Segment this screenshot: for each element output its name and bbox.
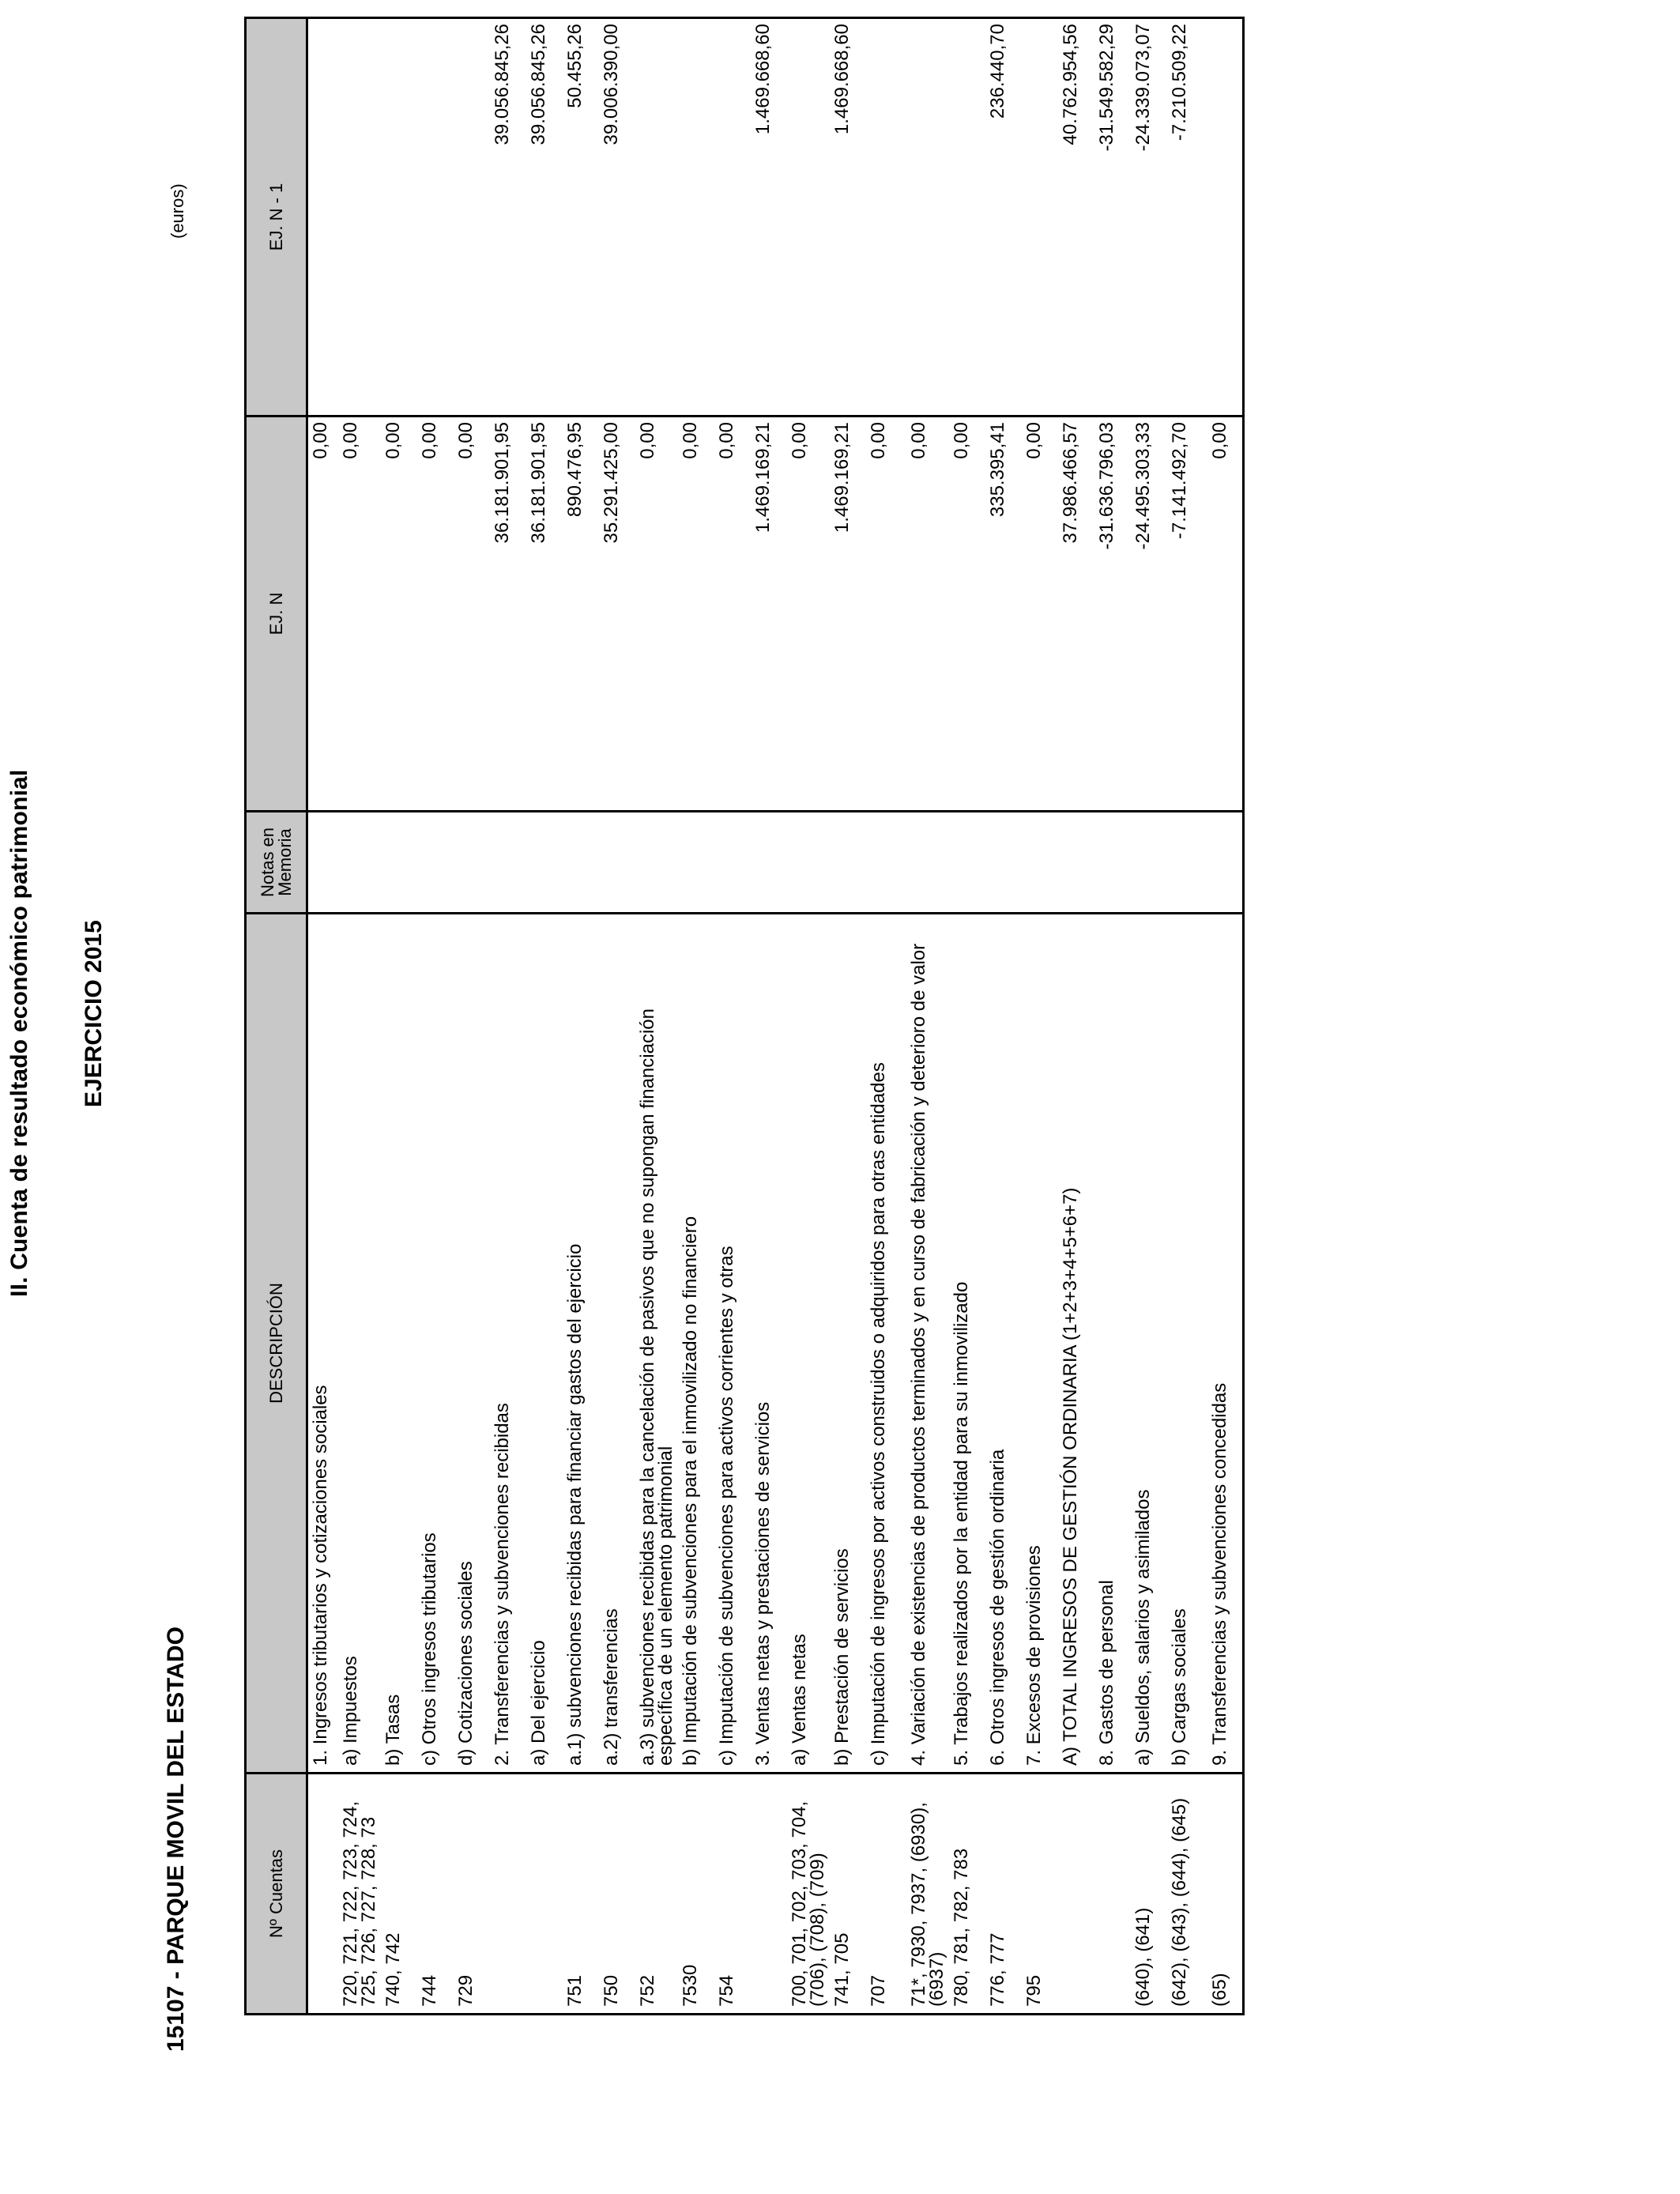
- cell-descripcion: 8. Gastos de personal: [1094, 914, 1131, 1774]
- cell-ej-n1: [866, 18, 906, 417]
- cell-descripcion: a) Impuestos: [338, 914, 381, 1774]
- cell-notas: [526, 812, 563, 914]
- cell-ej-n: -7.141.492,70: [1167, 417, 1207, 812]
- cell-ej-n: -24.495.303,33: [1131, 417, 1167, 812]
- cell-cuentas: 780, 781, 782, 783: [949, 1774, 985, 2015]
- cell-ej-n1: 50.455,26: [563, 18, 599, 417]
- cell-notas: [751, 812, 787, 914]
- col-header-notas: Notas en Memoria: [246, 812, 307, 914]
- cell-ej-n: 0,00: [1022, 417, 1058, 812]
- cell-ej-n1: [678, 18, 714, 417]
- cell-ej-n1: 39.056.845,26: [490, 18, 526, 417]
- cell-ej-n1: [714, 18, 751, 417]
- cell-descripcion: 1. Ingresos tributarios y cotizaciones sociales: [307, 914, 338, 1774]
- table-row: [338, 18, 381, 2015]
- table-body: [307, 18, 1244, 2015]
- cell-cuentas: 752: [635, 1774, 678, 2015]
- cell-cuentas: [307, 1774, 338, 2015]
- cell-cuentas: [751, 1774, 787, 2015]
- cell-descripcion: c) Imputación de ingresos por activos construidos o adquiridos para otras entidades: [866, 914, 906, 1774]
- cell-ej-n: 0,00: [949, 417, 985, 812]
- cell-ej-n1: 1.469.668,60: [751, 18, 787, 417]
- cell-descripcion: a) Del ejercicio: [526, 914, 563, 1774]
- cell-ej-n: -31.636.796,03: [1094, 417, 1131, 812]
- table-row: [949, 18, 985, 2015]
- table-row: [714, 18, 751, 2015]
- cell-cuentas: 751: [563, 1774, 599, 2015]
- cell-ej-n: 0,00: [787, 417, 830, 812]
- cell-cuentas: 750: [599, 1774, 635, 2015]
- cell-descripcion: 4. Variación de existencias de productos terminados y en curso de fabricación y deterioro de valor: [906, 914, 949, 1774]
- cell-notas: [490, 812, 526, 914]
- entity-heading: 15107 - PARQUE MOVIL DEL ESTADO: [163, 1627, 189, 2052]
- cell-cuentas: 720, 721, 722, 723, 724, 725, 726, 727, 728, 73: [338, 1774, 381, 2015]
- cell-ej-n: 35.291.425,00: [599, 417, 635, 812]
- cell-descripcion: c) Imputación de subvenciones para activos corrientes y otras: [714, 914, 751, 1774]
- cell-notas: [678, 812, 714, 914]
- cell-ej-n1: [949, 18, 985, 417]
- cell-cuentas: [490, 1774, 526, 2015]
- cell-ej-n: 0,00: [635, 417, 678, 812]
- table-row: [830, 18, 866, 2015]
- cell-notas: [338, 812, 381, 914]
- cell-notas: [985, 812, 1022, 914]
- table-row: [906, 18, 949, 2015]
- cell-cuentas: [1094, 1774, 1131, 2015]
- cell-descripcion: a) Ventas netas: [787, 914, 830, 1774]
- cell-ej-n1: [1207, 18, 1244, 417]
- cell-cuentas: (65): [1207, 1774, 1244, 2015]
- col-header-ej-n1: EJ. N - 1: [246, 18, 307, 417]
- col-header-ej-n: EJ. N: [246, 417, 307, 812]
- cell-cuentas: 707: [866, 1774, 906, 2015]
- cell-notas: [454, 812, 490, 914]
- cell-notas: [1022, 812, 1058, 914]
- table-row: [678, 18, 714, 2015]
- cell-ej-n: 0,00: [906, 417, 949, 812]
- cell-ej-n1: -24.339.073,07: [1131, 18, 1167, 417]
- cell-ej-n1: [454, 18, 490, 417]
- cell-descripcion: b) Cargas sociales: [1167, 914, 1207, 1774]
- table-row: [1207, 18, 1244, 2015]
- cell-notas: [381, 812, 417, 914]
- cell-descripcion: 7. Excesos de provisiones: [1022, 914, 1058, 1774]
- cell-descripcion: A) TOTAL INGRESOS DE GESTIÓN ORDINARIA (1+2+3+4+5+6+7): [1058, 914, 1094, 1774]
- cell-notas: [635, 812, 678, 914]
- cell-cuentas: 776, 777: [985, 1774, 1022, 2015]
- col-header-cuentas: Nº Cuentas: [246, 1774, 307, 2015]
- cell-ej-n: 36.181.901,95: [490, 417, 526, 812]
- cell-cuentas: (642), (643), (644), (645): [1167, 1774, 1207, 2015]
- cell-ej-n: 37.986.466,57: [1058, 417, 1094, 812]
- table-row: [1022, 18, 1058, 2015]
- cell-notas: [1207, 812, 1244, 914]
- cell-cuentas: 729: [454, 1774, 490, 2015]
- cell-cuentas: 700, 701, 702, 703, 704, (706), (708), (709): [787, 1774, 830, 2015]
- cell-ej-n1: -7.210.509,22: [1167, 18, 1207, 417]
- cell-notas: [949, 812, 985, 914]
- table-row: [787, 18, 830, 2015]
- cell-descripcion: a.3) subvenciones recibidas para la cancelación de pasivos que no supongan financiación específica de un elemento patrimonial: [635, 914, 678, 1774]
- cell-ej-n: 0,00: [454, 417, 490, 812]
- cell-ej-n1: [635, 18, 678, 417]
- cell-descripcion: c) Otros ingresos tributarios: [417, 914, 454, 1774]
- cell-ej-n: 890.476,95: [563, 417, 599, 812]
- cell-cuentas: 740, 742: [381, 1774, 417, 2015]
- cell-notas: [1131, 812, 1167, 914]
- table-row: [866, 18, 906, 2015]
- table-row: [1167, 18, 1207, 2015]
- cell-descripcion: 3. Ventas netas y prestaciones de servicios: [751, 914, 787, 1774]
- cell-ej-n1: 39.006.390,00: [599, 18, 635, 417]
- table-row: [526, 18, 563, 2015]
- cell-cuentas: (640), (641): [1131, 1774, 1167, 2015]
- col-header-descripcion: DESCRIPCIÓN: [246, 914, 307, 1774]
- table-row: [1131, 18, 1167, 2015]
- table-row: [381, 18, 417, 2015]
- cell-descripcion: 5. Trabajos realizados por la entidad para su inmovilizado: [949, 914, 985, 1774]
- cell-descripcion: b) Tasas: [381, 914, 417, 1774]
- cell-cuentas: 744: [417, 1774, 454, 2015]
- cell-notas: [1058, 812, 1094, 914]
- cell-descripcion: 6. Otros ingresos de gestión ordinaria: [985, 914, 1022, 1774]
- cell-notas: [906, 812, 949, 914]
- table-row: [1058, 18, 1094, 2015]
- table-header-row: [246, 18, 307, 2015]
- cell-ej-n1: 40.762.954,56: [1058, 18, 1094, 417]
- table-row: [985, 18, 1022, 2015]
- cell-descripcion: b) Imputación de subvenciones para el inmovilizado no financiero: [678, 914, 714, 1774]
- ejercicio-heading: EJERCICIO 2015: [81, 920, 107, 1107]
- cell-notas: [1167, 812, 1207, 914]
- cell-cuentas: 795: [1022, 1774, 1058, 2015]
- cell-notas: [830, 812, 866, 914]
- cell-cuentas: 7530: [678, 1774, 714, 2015]
- table-row: [751, 18, 787, 2015]
- cell-notas: [714, 812, 751, 914]
- cell-notas: [866, 812, 906, 914]
- results-table: [244, 17, 1245, 2015]
- table-row: [635, 18, 678, 2015]
- cell-cuentas: [1058, 1774, 1094, 2015]
- cell-descripcion: b) Prestación de servicios: [830, 914, 866, 1774]
- cell-notas: [787, 812, 830, 914]
- cell-descripcion: a.1) subvenciones recibidas para financiar gastos del ejercicio: [563, 914, 599, 1774]
- cell-ej-n: 0,00: [866, 417, 906, 812]
- cell-cuentas: 71*, 7930, 7937, (6930), (6937): [906, 1774, 949, 2015]
- cell-descripcion: d) Cotizaciones sociales: [454, 914, 490, 1774]
- cell-descripcion: 2. Transferencias y subvenciones recibidas: [490, 914, 526, 1774]
- units-label: (euros): [168, 183, 187, 239]
- cell-ej-n: 0,00: [307, 417, 338, 812]
- cell-notas: [307, 812, 338, 914]
- cell-ej-n: 1.469.169,21: [751, 417, 787, 812]
- table-row: [417, 18, 454, 2015]
- cell-cuentas: [526, 1774, 563, 2015]
- cell-ej-n1: 1.469.668,60: [830, 18, 866, 417]
- cell-ej-n1: [1022, 18, 1058, 417]
- cell-ej-n: 0,00: [417, 417, 454, 812]
- cell-ej-n1: [417, 18, 454, 417]
- cell-notas: [1094, 812, 1131, 914]
- cell-cuentas: 741, 705: [830, 1774, 866, 2015]
- cell-ej-n: 36.181.901,95: [526, 417, 563, 812]
- table-row: [599, 18, 635, 2015]
- cell-ej-n1: [381, 18, 417, 417]
- cell-ej-n1: [906, 18, 949, 417]
- cell-ej-n: 0,00: [381, 417, 417, 812]
- cell-notas: [563, 812, 599, 914]
- cell-ej-n: 0,00: [1207, 417, 1244, 812]
- cell-ej-n1: [787, 18, 830, 417]
- cell-ej-n1: [338, 18, 381, 417]
- table-row: [454, 18, 490, 2015]
- table-row: [1094, 18, 1131, 2015]
- table-row: [563, 18, 599, 2015]
- table-row: [307, 18, 338, 2015]
- cell-ej-n: 1.469.169,21: [830, 417, 866, 812]
- cell-ej-n: 335.395,41: [985, 417, 1022, 812]
- cell-cuentas: 754: [714, 1774, 751, 2015]
- cell-ej-n1: 39.056.845,26: [526, 18, 563, 417]
- cell-ej-n1: 236.440,70: [985, 18, 1022, 417]
- cell-notas: [417, 812, 454, 914]
- cell-notas: [599, 812, 635, 914]
- report-title: II. Cuenta de resultado económico patrimonial: [6, 769, 32, 1297]
- cell-ej-n1: -31.549.582,29: [1094, 18, 1131, 417]
- table-row: [490, 18, 526, 2015]
- cell-ej-n: 0,00: [714, 417, 751, 812]
- cell-descripcion: a.2) transferencias: [599, 914, 635, 1774]
- cell-descripcion: 9. Transferencias y subvenciones concedidas: [1207, 914, 1244, 1774]
- cell-descripcion: a) Sueldos, salarios y asimilados: [1131, 914, 1167, 1774]
- cell-ej-n1: [307, 18, 338, 417]
- cell-ej-n: 0,00: [678, 417, 714, 812]
- cell-ej-n: 0,00: [338, 417, 381, 812]
